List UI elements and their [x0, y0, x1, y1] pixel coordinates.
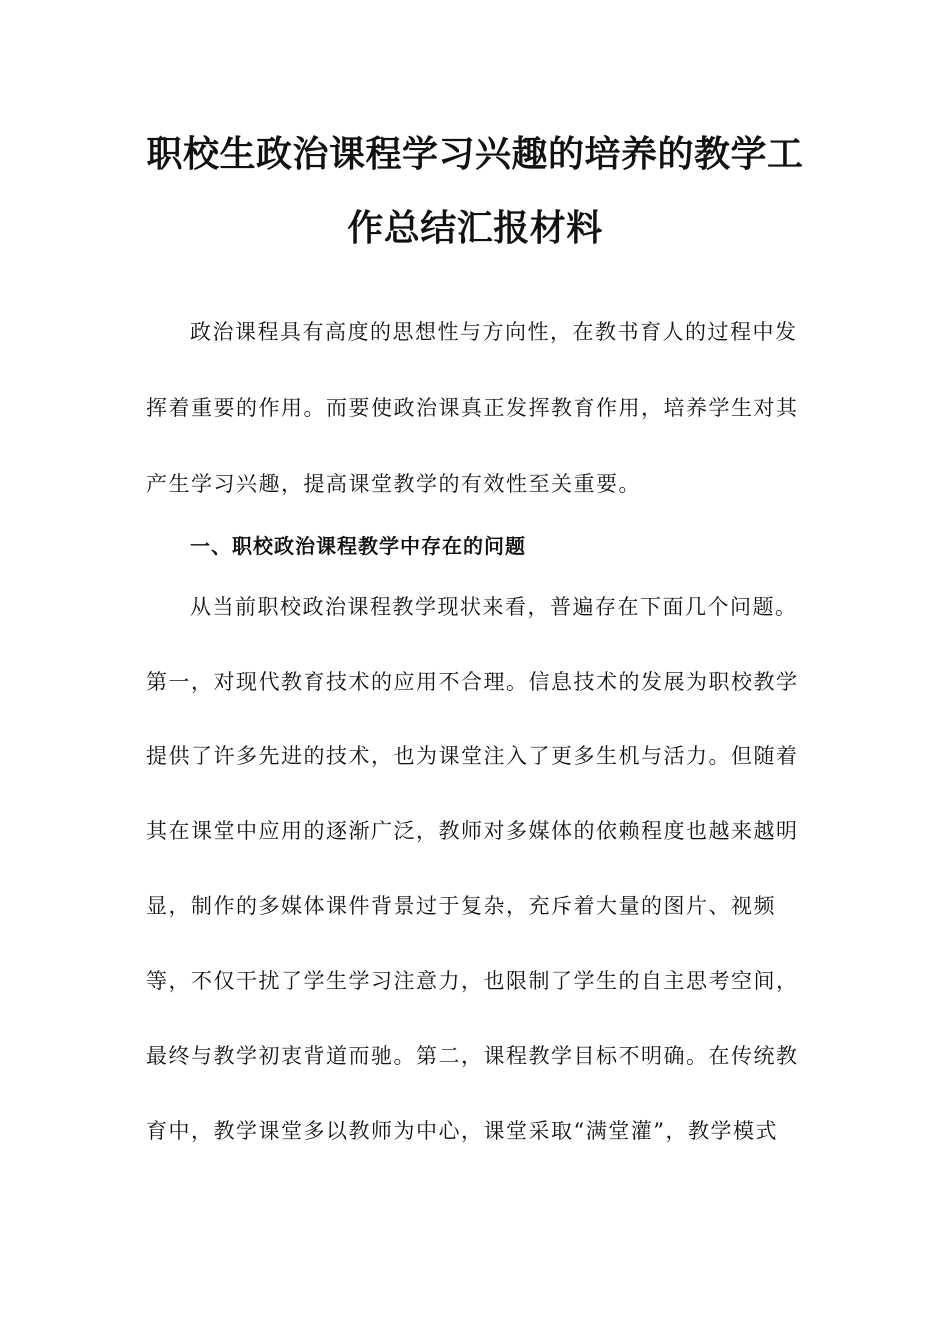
- paragraph-2-line-6: 等，不仅干扰了学生学习注意力，也限制了学生的自主思考空间，: [146, 969, 799, 993]
- paragraph-2-line-5: 显，制作的多媒体课件背景过于复杂，充斥着大量的图片、视频: [146, 894, 776, 918]
- paragraph-1-line-3: 产生学习兴趣，提高课堂教学的有效性至关重要。: [146, 472, 641, 496]
- paragraph-1-line-1: 政治课程具有高度的思想性与方向性，在教书育人的过程中发: [190, 320, 798, 344]
- paragraph-2-line-2: 第一，对现代教育技术的应用不合理。信息技术的发展为职校教学: [146, 670, 799, 694]
- paragraph-2-line-7: 最终与教学初衷背道而驰。第二，课程教学目标不明确。在传统教: [146, 1044, 799, 1068]
- document-title-line-1: 职校生政治课程学习兴趣的培养的教学工: [146, 133, 804, 175]
- paragraph-1-line-2: 挥着重要的作用。而要使政治课真正发挥教育作用，培养学生对其: [146, 396, 799, 420]
- document-title-line-2: 作总结汇报材料: [347, 207, 603, 249]
- section-heading-1: 一、职校政治课程教学中存在的问题: [190, 534, 526, 558]
- paragraph-2-line-4: 其在课堂中应用的逐渐广泛，教师对多媒体的依赖程度也越来越明: [146, 819, 799, 843]
- paragraph-2-line-3: 提供了许多先进的技术，也为课堂注入了更多生机与活力。但随着: [146, 744, 799, 768]
- paragraph-2-line-1: 从当前职校政治课程教学现状来看，普遍存在下面几个问题。: [190, 595, 798, 619]
- paragraph-2-line-8: 育中，教学课堂多以教师为中心，课堂采取“满堂灌”，教学模式: [146, 1119, 778, 1143]
